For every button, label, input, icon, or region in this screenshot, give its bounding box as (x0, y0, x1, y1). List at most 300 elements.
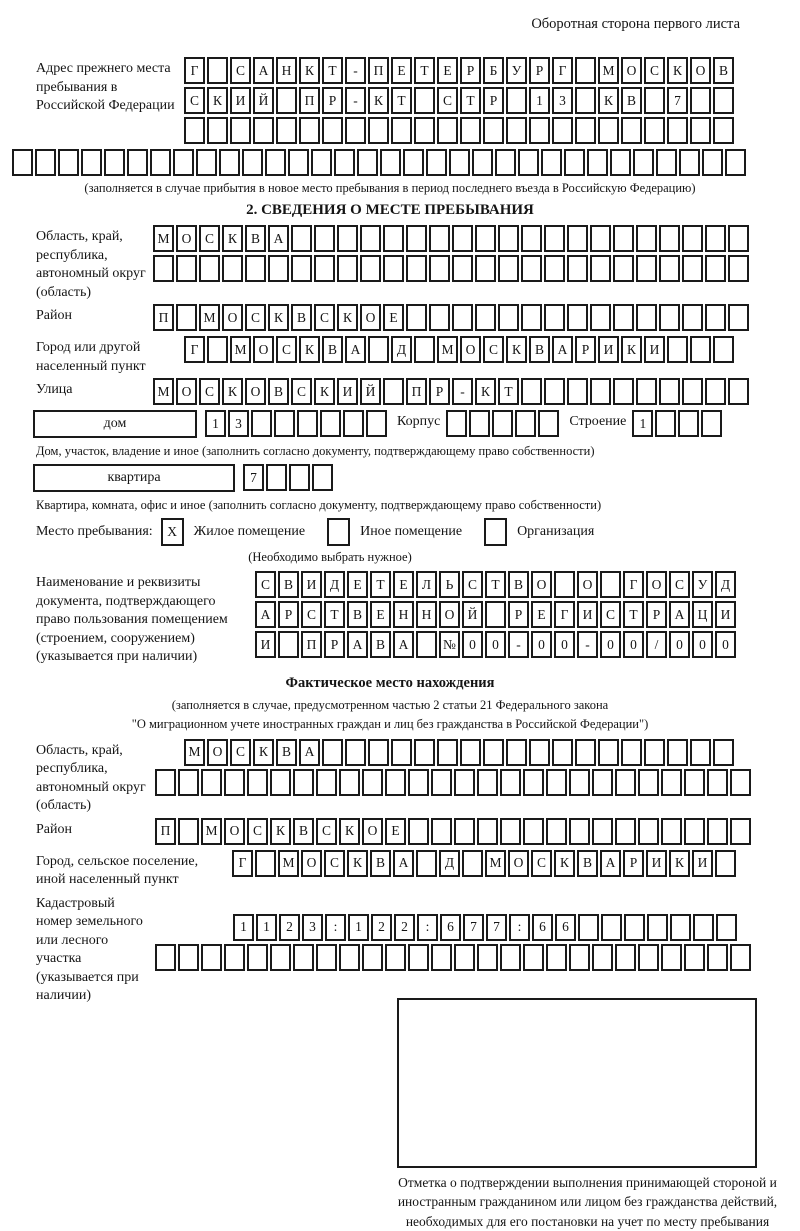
form-cell[interactable] (730, 818, 751, 845)
form-cell[interactable] (690, 336, 711, 363)
form-cell[interactable]: Т (391, 87, 412, 114)
form-cell[interactable] (337, 225, 358, 252)
checkbox-organizaciya[interactable] (484, 518, 507, 546)
form-cell[interactable] (391, 739, 412, 766)
form-cell[interactable]: 0 (715, 631, 736, 658)
form-cell[interactable] (670, 914, 691, 941)
form-cell[interactable]: О (176, 378, 197, 405)
form-cell[interactable] (702, 149, 723, 176)
form-cell[interactable]: О (360, 304, 381, 331)
form-cell[interactable] (567, 255, 588, 282)
form-cell[interactable] (569, 769, 590, 796)
form-cell[interactable] (725, 149, 746, 176)
form-cell[interactable]: Р (429, 378, 450, 405)
form-cell[interactable] (682, 225, 703, 252)
form-cell[interactable]: Е (347, 571, 368, 598)
form-cell[interactable]: 2 (394, 914, 415, 941)
form-cell[interactable] (437, 739, 458, 766)
form-cell[interactable]: А (600, 850, 621, 877)
form-cell[interactable]: П (368, 57, 389, 84)
form-cell[interactable]: Г (623, 571, 644, 598)
form-cell[interactable] (343, 410, 364, 437)
form-cell[interactable] (247, 944, 268, 971)
form-cell[interactable] (492, 410, 513, 437)
form-cell[interactable]: 0 (600, 631, 621, 658)
form-cell[interactable]: И (337, 378, 358, 405)
form-cell[interactable]: В (245, 225, 266, 252)
form-cell[interactable]: И (230, 87, 251, 114)
form-cell[interactable]: 0 (485, 631, 506, 658)
form-cell[interactable] (684, 818, 705, 845)
form-cell[interactable] (150, 149, 171, 176)
form-cell[interactable]: 1 (205, 410, 226, 437)
form-cell[interactable] (406, 225, 427, 252)
form-cell[interactable]: А (669, 601, 690, 628)
form-cell[interactable]: 7 (667, 87, 688, 114)
form-cell[interactable]: В (577, 850, 598, 877)
form-cell[interactable]: С (184, 87, 205, 114)
form-cell[interactable]: К (368, 87, 389, 114)
form-cell[interactable] (644, 117, 665, 144)
form-cell[interactable]: Р (460, 57, 481, 84)
form-cell[interactable] (219, 149, 240, 176)
form-cell[interactable] (613, 255, 634, 282)
form-cell[interactable] (322, 117, 343, 144)
form-cell[interactable] (575, 739, 596, 766)
form-cell[interactable]: А (552, 336, 573, 363)
form-cell[interactable]: С (247, 818, 268, 845)
form-cell[interactable]: И (692, 850, 713, 877)
form-cell[interactable] (552, 117, 573, 144)
form-cell[interactable]: - (345, 57, 366, 84)
form-cell[interactable] (104, 149, 125, 176)
form-cell[interactable]: : (417, 914, 438, 941)
form-cell[interactable] (477, 944, 498, 971)
form-cell[interactable]: 6 (440, 914, 461, 941)
form-cell[interactable] (506, 87, 527, 114)
form-cell[interactable] (684, 769, 705, 796)
form-cell[interactable]: С (644, 57, 665, 84)
form-cell[interactable] (552, 739, 573, 766)
form-cell[interactable] (690, 739, 711, 766)
form-cell[interactable] (659, 255, 680, 282)
form-cell[interactable] (339, 769, 360, 796)
form-cell[interactable] (406, 304, 427, 331)
form-cell[interactable]: К (669, 850, 690, 877)
form-cell[interactable]: О (253, 336, 274, 363)
form-cell[interactable] (592, 818, 613, 845)
form-cell[interactable] (667, 739, 688, 766)
form-cell[interactable] (414, 117, 435, 144)
form-cell[interactable] (414, 739, 435, 766)
form-cell[interactable]: Л (416, 571, 437, 598)
form-cell[interactable] (334, 149, 355, 176)
form-cell[interactable] (35, 149, 56, 176)
form-cell[interactable] (592, 944, 613, 971)
form-cell[interactable]: Т (322, 57, 343, 84)
form-cell[interactable] (644, 87, 665, 114)
form-cell[interactable]: Н (393, 601, 414, 628)
form-cell[interactable]: Ц (692, 601, 713, 628)
form-cell[interactable]: 0 (692, 631, 713, 658)
form-cell[interactable]: - (452, 378, 473, 405)
form-cell[interactable] (529, 739, 550, 766)
form-cell[interactable] (655, 410, 676, 437)
form-cell[interactable] (245, 255, 266, 282)
form-cell[interactable] (498, 225, 519, 252)
form-cell[interactable] (601, 914, 622, 941)
form-cell[interactable] (383, 225, 404, 252)
form-cell[interactable] (274, 410, 295, 437)
form-cell[interactable] (178, 944, 199, 971)
form-cell[interactable]: К (506, 336, 527, 363)
form-cell[interactable]: - (345, 87, 366, 114)
form-cell[interactable] (638, 818, 659, 845)
form-cell[interactable] (728, 225, 749, 252)
form-cell[interactable]: П (301, 631, 322, 658)
form-cell[interactable] (483, 117, 504, 144)
form-cell[interactable] (590, 378, 611, 405)
form-cell[interactable] (661, 769, 682, 796)
form-cell[interactable]: К (337, 304, 358, 331)
form-cell[interactable]: А (253, 57, 274, 84)
form-cell[interactable] (58, 149, 79, 176)
form-cell[interactable]: Е (370, 601, 391, 628)
form-cell[interactable] (521, 378, 542, 405)
form-cell[interactable] (431, 818, 452, 845)
form-cell[interactable] (385, 944, 406, 971)
form-cell[interactable] (498, 255, 519, 282)
form-cell[interactable]: В (370, 850, 391, 877)
form-cell[interactable]: О (646, 571, 667, 598)
form-cell[interactable] (564, 149, 585, 176)
form-cell[interactable]: И (577, 601, 598, 628)
form-cell[interactable] (483, 739, 504, 766)
form-cell[interactable]: В (529, 336, 550, 363)
form-cell[interactable] (730, 944, 751, 971)
form-cell[interactable] (544, 378, 565, 405)
form-cell[interactable]: П (155, 818, 176, 845)
form-cell[interactable] (647, 914, 668, 941)
form-cell[interactable] (460, 117, 481, 144)
form-cell[interactable]: М (153, 225, 174, 252)
form-cell[interactable] (176, 255, 197, 282)
form-cell[interactable] (224, 769, 245, 796)
form-cell[interactable] (297, 410, 318, 437)
form-cell[interactable]: 3 (552, 87, 573, 114)
form-cell[interactable] (314, 225, 335, 252)
form-cell[interactable]: А (347, 631, 368, 658)
form-cell[interactable]: Н (276, 57, 297, 84)
form-cell[interactable] (659, 304, 680, 331)
form-cell[interactable] (495, 149, 516, 176)
form-cell[interactable] (253, 117, 274, 144)
form-cell[interactable]: : (325, 914, 346, 941)
form-cell[interactable]: М (598, 57, 619, 84)
form-cell[interactable]: И (715, 601, 736, 628)
form-cell[interactable]: Р (575, 336, 596, 363)
form-cell[interactable] (385, 769, 406, 796)
form-cell[interactable]: С (437, 87, 458, 114)
form-cell[interactable]: О (621, 57, 642, 84)
form-cell[interactable] (270, 769, 291, 796)
form-cell[interactable]: - (577, 631, 598, 658)
form-cell[interactable]: Р (529, 57, 550, 84)
form-cell[interactable] (613, 378, 634, 405)
form-cell[interactable]: К (299, 57, 320, 84)
form-cell[interactable]: В (293, 818, 314, 845)
form-cell[interactable]: У (692, 571, 713, 598)
form-cell[interactable]: С (531, 850, 552, 877)
form-cell[interactable] (403, 149, 424, 176)
checkbox-inoe[interactable] (327, 518, 350, 546)
form-cell[interactable]: С (245, 304, 266, 331)
form-cell[interactable] (242, 149, 263, 176)
form-cell[interactable]: С (291, 378, 312, 405)
form-cell[interactable]: О (690, 57, 711, 84)
form-cell[interactable] (575, 117, 596, 144)
form-cell[interactable] (624, 914, 645, 941)
form-cell[interactable]: С (230, 739, 251, 766)
form-cell[interactable] (661, 944, 682, 971)
form-cell[interactable]: Д (391, 336, 412, 363)
form-cell[interactable] (153, 255, 174, 282)
form-cell[interactable]: / (646, 631, 667, 658)
form-cell[interactable] (416, 631, 437, 658)
form-cell[interactable]: К (222, 225, 243, 252)
form-cell[interactable]: Г (554, 601, 575, 628)
form-cell[interactable]: В (268, 378, 289, 405)
form-cell[interactable]: С (669, 571, 690, 598)
form-cell[interactable] (600, 571, 621, 598)
form-cell[interactable] (127, 149, 148, 176)
form-cell[interactable] (472, 149, 493, 176)
form-cell[interactable]: 3 (302, 914, 323, 941)
form-cell[interactable]: В (621, 87, 642, 114)
form-cell[interactable] (276, 87, 297, 114)
form-cell[interactable]: М (199, 304, 220, 331)
form-cell[interactable] (615, 769, 636, 796)
form-cell[interactable]: М (201, 818, 222, 845)
form-cell[interactable] (701, 410, 722, 437)
form-cell[interactable] (368, 739, 389, 766)
form-cell[interactable] (408, 769, 429, 796)
form-cell[interactable] (278, 631, 299, 658)
form-cell[interactable]: С (230, 57, 251, 84)
form-cell[interactable] (500, 818, 521, 845)
form-cell[interactable]: Г (184, 336, 205, 363)
form-cell[interactable] (362, 944, 383, 971)
form-cell[interactable] (366, 410, 387, 437)
form-cell[interactable]: 0 (669, 631, 690, 658)
form-cell[interactable] (521, 304, 542, 331)
form-cell[interactable] (337, 255, 358, 282)
form-cell[interactable]: 1 (632, 410, 653, 437)
form-cell[interactable] (621, 739, 642, 766)
form-cell[interactable] (380, 149, 401, 176)
form-cell[interactable]: Т (498, 378, 519, 405)
form-cell[interactable] (521, 255, 542, 282)
form-cell[interactable]: Р (508, 601, 529, 628)
form-cell[interactable] (707, 818, 728, 845)
form-cell[interactable]: К (598, 87, 619, 114)
form-cell[interactable] (454, 944, 475, 971)
form-cell[interactable]: Е (385, 818, 406, 845)
form-cell[interactable] (222, 255, 243, 282)
form-cell[interactable] (679, 149, 700, 176)
form-cell[interactable] (383, 255, 404, 282)
form-cell[interactable] (155, 944, 176, 971)
form-cell[interactable]: В (291, 304, 312, 331)
form-cell[interactable] (682, 304, 703, 331)
form-cell[interactable] (667, 117, 688, 144)
form-cell[interactable]: А (299, 739, 320, 766)
form-cell[interactable] (81, 149, 102, 176)
form-cell[interactable] (362, 769, 383, 796)
form-cell[interactable]: Г (232, 850, 253, 877)
form-cell[interactable] (368, 336, 389, 363)
form-cell[interactable] (383, 378, 404, 405)
form-cell[interactable] (567, 225, 588, 252)
form-cell[interactable] (247, 769, 268, 796)
form-cell[interactable] (207, 336, 228, 363)
form-cell[interactable]: О (508, 850, 529, 877)
form-cell[interactable]: П (153, 304, 174, 331)
form-cell[interactable] (199, 255, 220, 282)
form-cell[interactable] (289, 464, 310, 491)
form-cell[interactable] (312, 464, 333, 491)
form-cell[interactable]: Б (483, 57, 504, 84)
form-cell[interactable] (613, 225, 634, 252)
form-cell[interactable] (449, 149, 470, 176)
form-cell[interactable] (633, 149, 654, 176)
form-cell[interactable] (173, 149, 194, 176)
form-cell[interactable] (728, 304, 749, 331)
form-cell[interactable]: С (276, 336, 297, 363)
form-cell[interactable]: Д (439, 850, 460, 877)
form-cell[interactable]: М (230, 336, 251, 363)
form-cell[interactable] (429, 225, 450, 252)
form-cell[interactable] (638, 944, 659, 971)
form-cell[interactable]: 1 (348, 914, 369, 941)
form-cell[interactable] (314, 255, 335, 282)
form-cell[interactable] (715, 850, 736, 877)
form-cell[interactable] (529, 117, 550, 144)
form-cell[interactable]: О (245, 378, 266, 405)
form-cell[interactable]: О (439, 601, 460, 628)
form-cell[interactable] (682, 255, 703, 282)
form-cell[interactable]: В (508, 571, 529, 598)
form-cell[interactable] (288, 149, 309, 176)
form-cell[interactable] (311, 149, 332, 176)
form-cell[interactable] (690, 87, 711, 114)
form-cell[interactable]: М (437, 336, 458, 363)
form-cell[interactable] (713, 336, 734, 363)
form-cell[interactable] (713, 117, 734, 144)
form-cell[interactable]: С (255, 571, 276, 598)
form-cell[interactable] (437, 117, 458, 144)
form-cell[interactable]: Г (184, 57, 205, 84)
form-cell[interactable] (414, 336, 435, 363)
form-cell[interactable]: О (222, 304, 243, 331)
form-cell[interactable] (426, 149, 447, 176)
form-cell[interactable]: С (301, 601, 322, 628)
form-cell[interactable] (656, 149, 677, 176)
form-cell[interactable] (320, 410, 341, 437)
form-cell[interactable]: Е (393, 571, 414, 598)
form-cell[interactable]: С (314, 304, 335, 331)
form-cell[interactable]: 0 (554, 631, 575, 658)
form-cell[interactable]: 0 (623, 631, 644, 658)
form-cell[interactable] (255, 850, 276, 877)
form-cell[interactable] (316, 944, 337, 971)
form-cell[interactable]: И (255, 631, 276, 658)
form-cell[interactable]: М (278, 850, 299, 877)
form-cell[interactable] (690, 117, 711, 144)
form-cell[interactable] (452, 304, 473, 331)
form-cell[interactable]: М (184, 739, 205, 766)
form-cell[interactable] (500, 769, 521, 796)
form-cell[interactable] (705, 225, 726, 252)
form-cell[interactable]: И (598, 336, 619, 363)
form-cell[interactable]: Т (370, 571, 391, 598)
form-cell[interactable]: А (268, 225, 289, 252)
form-cell[interactable]: П (299, 87, 320, 114)
form-cell[interactable]: Д (324, 571, 345, 598)
form-cell[interactable] (224, 944, 245, 971)
form-cell[interactable]: Д (715, 571, 736, 598)
form-cell[interactable]: О (301, 850, 322, 877)
form-cell[interactable] (207, 117, 228, 144)
form-cell[interactable]: У (506, 57, 527, 84)
form-cell[interactable] (636, 225, 657, 252)
form-cell[interactable] (454, 769, 475, 796)
form-cell[interactable] (196, 149, 217, 176)
form-cell[interactable]: Ь (439, 571, 460, 598)
form-cell[interactable] (391, 117, 412, 144)
form-cell[interactable] (475, 225, 496, 252)
form-cell[interactable]: Р (324, 631, 345, 658)
form-cell[interactable] (506, 117, 527, 144)
form-cell[interactable]: Й (360, 378, 381, 405)
form-cell[interactable] (408, 818, 429, 845)
form-cell[interactable]: : (509, 914, 530, 941)
form-cell[interactable]: 7 (243, 464, 264, 491)
form-cell[interactable]: К (207, 87, 228, 114)
form-cell[interactable]: А (393, 631, 414, 658)
form-cell[interactable] (707, 944, 728, 971)
form-cell[interactable] (538, 410, 559, 437)
form-cell[interactable]: Т (324, 601, 345, 628)
form-cell[interactable] (477, 818, 498, 845)
form-cell[interactable]: Й (253, 87, 274, 114)
form-cell[interactable]: В (347, 601, 368, 628)
form-cell[interactable]: - (508, 631, 529, 658)
form-cell[interactable]: А (393, 850, 414, 877)
form-cell[interactable]: С (483, 336, 504, 363)
form-cell[interactable]: М (153, 378, 174, 405)
form-cell[interactable] (462, 850, 483, 877)
form-cell[interactable] (414, 87, 435, 114)
form-cell[interactable] (636, 255, 657, 282)
form-cell[interactable]: О (460, 336, 481, 363)
form-cell[interactable] (684, 944, 705, 971)
form-cell[interactable] (523, 818, 544, 845)
form-cell[interactable] (713, 739, 734, 766)
form-cell[interactable] (659, 378, 680, 405)
form-cell[interactable] (544, 225, 565, 252)
form-cell[interactable]: Р (278, 601, 299, 628)
